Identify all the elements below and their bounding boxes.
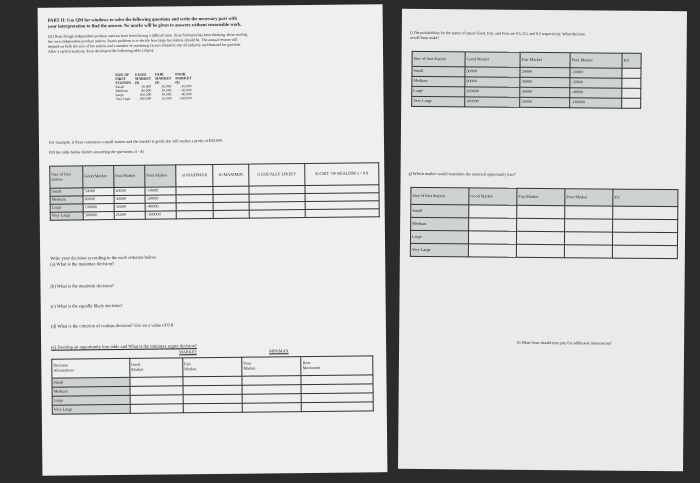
question-f-line-2: would Sean make? — [409, 35, 440, 41]
table-cell: Very Large — [50, 212, 83, 220]
question-c: (c) What is the equally likely decision? — [50, 302, 123, 309]
table-cell: -40000 — [570, 88, 622, 98]
answer-cell[interactable] — [565, 206, 613, 219]
table-cell: Medium — [412, 76, 465, 86]
table-cell: -40,000 — [180, 92, 192, 97]
table-row — [410, 243, 677, 258]
table-cell: 100000 — [465, 87, 520, 97]
payoff-head-poor: POOR MARKET ($) — [175, 72, 192, 85]
q1-intro-2: her own independent produce station. Sean's problem is to decide how large her station should be. The annual returns will — [47, 37, 238, 44]
col-equally-likely: c) EQUALLY LIKELY — [249, 164, 305, 187]
table-cell: Medium — [50, 196, 83, 204]
question-intro: Write your decision according to the each criterion below: — [50, 254, 158, 261]
table-cell: 50000 — [465, 67, 520, 77]
answer-cell[interactable] — [469, 205, 517, 218]
answer-cell[interactable] — [517, 205, 565, 218]
answer-cell[interactable] — [622, 78, 641, 88]
payoff-head-fair: FAIR MARKET ($) — [155, 72, 172, 85]
answer-cell[interactable] — [517, 218, 565, 231]
question-b: (b) What is the maximin decision? — [50, 283, 114, 289]
prob-col-size: Size of first Station — [412, 51, 465, 66]
table-cell: Large — [52, 395, 130, 405]
answer-cell[interactable] — [516, 244, 564, 257]
table-cell: Medium — [115, 88, 128, 94]
table-cell: 30000 — [520, 87, 570, 97]
table-cell: -40000 — [145, 203, 176, 211]
col-size: Size of first station — [50, 166, 83, 188]
right-worksheet-page — [398, 9, 687, 471]
answer-cell[interactable] — [214, 210, 250, 218]
header-line-2: your interpretation to find the answer. No marks will be given to answers without reasonable work. — [47, 21, 242, 29]
table-cell: 20000 — [114, 187, 145, 195]
q1-intro-1: Q1) Roni Bengh independent produce stations have been having a difficult time. Sean Solomon has been thinking about starting — [47, 32, 248, 39]
answer-cell[interactable] — [468, 244, 516, 257]
table-cell: Very Large — [412, 96, 465, 106]
answer-cell[interactable] — [622, 68, 641, 78]
table-cell: 30000 — [114, 195, 145, 203]
minimax-label: MINIMAX — [269, 348, 289, 354]
table-cell: 50,000 — [141, 84, 152, 89]
table-cell: 80,000 — [141, 88, 152, 93]
table-cell: 30000 — [520, 77, 570, 87]
prob-col-ev: EV — [622, 53, 641, 68]
table-cell: Small — [52, 377, 130, 387]
table-cell: 80000 — [465, 77, 520, 87]
question-d: (d) What is the criterion of realism decision? Use an a value of 0.8 — [50, 322, 174, 329]
regret-table — [51, 355, 374, 414]
answer-cell[interactable] — [468, 231, 516, 244]
col-maximax: a) MAXIMAX — [176, 164, 214, 186]
answer-cell[interactable] — [622, 98, 641, 108]
regret-head-good: Good Market — [130, 358, 183, 378]
eol-col-size: Size of first Station — [411, 187, 469, 205]
answer-cell[interactable] — [305, 209, 379, 218]
regret-head-poor: Poor Market — [242, 357, 301, 377]
answer-cell[interactable] — [613, 206, 678, 220]
table-cell: Large — [410, 230, 468, 244]
table-cell: Very Large — [410, 243, 468, 257]
prob-col-good: Good Market — [465, 52, 520, 67]
table-cell: Small — [115, 84, 124, 90]
eol-table — [410, 187, 679, 259]
q1-intro-3: depend on both the size of her station and a number of marketing factors related to the oil industry and demand for gasoline. — [47, 42, 242, 49]
table-cell: Medium — [411, 217, 469, 231]
col-realism: d) CRIT. OF REALISM a = 0.8 — [304, 163, 379, 186]
market-label: MARKET — [179, 349, 197, 355]
payoff-table — [113, 72, 193, 101]
table-row — [113, 96, 193, 101]
table-cell: 30000 — [114, 203, 145, 211]
answer-cell[interactable] — [302, 402, 374, 412]
answer-cell[interactable] — [622, 88, 641, 98]
q1-intro-4: After a careful analysis, Sean developed the following table (13pts): — [47, 48, 155, 54]
eol-col-good: Good Market — [469, 188, 517, 205]
probability-table — [411, 51, 641, 109]
table-cell: 20,000 — [161, 84, 172, 89]
answer-cell[interactable] — [612, 245, 677, 259]
table-cell: -20000 — [570, 78, 622, 88]
eol-col-ev: EV — [613, 189, 678, 207]
table-cell: Small — [411, 204, 469, 218]
col-good: Good Market — [83, 166, 114, 188]
eol-col-poor: Poor Market — [565, 189, 613, 206]
answer-cell[interactable] — [612, 232, 677, 246]
table-cell: -20000 — [145, 195, 176, 203]
example-text: For example, if Sean constructs a small station and the market is good, she will realize a profit of $50,000 — [48, 137, 223, 145]
question-a: (a) What is the maximax decision? — [50, 261, 115, 267]
answer-cell[interactable] — [242, 403, 301, 413]
payoff-header-row — [113, 72, 193, 85]
question-f-line-1: f) The probabilities for the states of nature Good, Fair, and Poor are 0.5, 0.3, and 0.2 respectively. What decision — [409, 30, 585, 37]
table-cell: 300,000 — [139, 96, 152, 101]
table-cell: Medium — [52, 386, 130, 396]
table-cell: 25,000 — [161, 96, 172, 101]
col-fair: Fair Market — [114, 165, 145, 187]
table-cell: -10000 — [570, 68, 622, 78]
header-line-1: PART II: Use QM for windows to solve the following questions and write the necessary part with — [47, 15, 237, 23]
prob-col-fair: Fair Market — [520, 52, 570, 67]
regret-head-row-max: Row Maximum — [301, 356, 373, 376]
answer-cell[interactable] — [516, 231, 564, 244]
table-cell: Small — [50, 188, 83, 196]
col-maximin: b) MAXIMIN — [213, 164, 249, 186]
decision-table — [49, 162, 380, 220]
table-cell: Small — [412, 66, 465, 76]
table-cell: Large — [412, 86, 465, 96]
table-cell: 50000 — [83, 188, 114, 196]
answer-cell[interactable] — [183, 403, 242, 413]
table-cell: -20,000 — [180, 88, 192, 93]
table-cell: 100,000 — [139, 92, 152, 97]
col-poor: Poor Market — [145, 165, 176, 187]
table-cell: -160,000 — [178, 96, 192, 101]
table-cell: 100000 — [83, 204, 114, 212]
table-row — [412, 96, 641, 108]
table-cell: 300000 — [83, 212, 114, 220]
payoff-head-good: GOOD MARKET ($) — [134, 72, 152, 85]
table-cell: Large — [50, 204, 83, 212]
table-cell: 20000 — [520, 67, 570, 77]
answer-cell[interactable] — [564, 245, 612, 258]
table-cell: -10,000 — [180, 84, 192, 89]
table-cell: -160000 — [570, 98, 622, 108]
regret-head-fair: Fair Market — [183, 357, 242, 377]
answer-cell[interactable] — [564, 232, 612, 245]
table-cell: -160000 — [145, 211, 176, 219]
answer-cell[interactable] — [130, 404, 183, 414]
prob-col-poor: Poor Market — [570, 53, 622, 68]
answer-cell[interactable] — [613, 219, 678, 233]
answer-cell[interactable] — [469, 218, 517, 231]
table-cell: 30,000 — [161, 92, 172, 97]
question-h: h) What Sean should may pay for additional information? — [517, 339, 612, 346]
answer-cell[interactable] — [249, 210, 305, 219]
answer-cell[interactable] — [176, 210, 213, 218]
table-cell: Large — [115, 92, 124, 98]
table-cell: 25000 — [114, 211, 145, 219]
regret-head-decision: Decision Alternatives — [52, 358, 130, 378]
table-cell: Very large — [115, 96, 131, 102]
payoff-head-size: SIZE OF FIRST STATION — [115, 72, 132, 86]
table-cell: Very Large — [52, 404, 130, 414]
table-cell: 30,000 — [161, 88, 172, 93]
fill-instruction: Fill the table below before answering the questions a) - d) — [49, 148, 144, 155]
eol-col-fair: Fair Market — [517, 188, 565, 205]
answer-cell[interactable] — [565, 219, 613, 232]
table-cell: -10000 — [145, 187, 176, 195]
table-cell: 300000 — [465, 97, 520, 107]
table-cell: 80000 — [83, 196, 114, 204]
left-worksheet-page — [38, 4, 388, 476]
question-g: g) Which market would maximize the expected opportunity loss? — [408, 170, 516, 177]
question-e: (e) Develop an opportunity loss table and What is the minimax regret decision? — [51, 343, 197, 350]
table-cell: 25000 — [520, 97, 570, 107]
